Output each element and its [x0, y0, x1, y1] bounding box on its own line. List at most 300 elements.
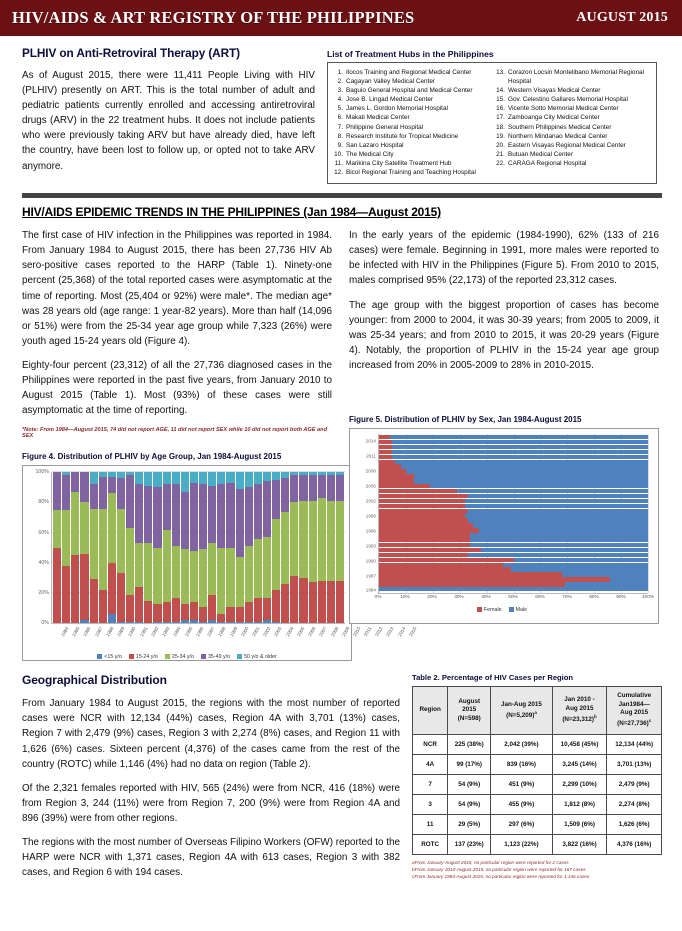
bar-segment: [245, 472, 253, 487]
y-axis-tick-label: 40%: [38, 559, 49, 566]
table-cell: 297 (6%): [491, 814, 553, 834]
list-item-label: Eastern Visayas Regional Medical Center: [507, 141, 626, 149]
list-item: [334, 95, 490, 104]
bar: [272, 472, 280, 623]
x-axis-tick-label: 30%: [454, 594, 464, 600]
table-cell: NCR: [413, 734, 448, 754]
x-axis-tick-label: 2006: [307, 626, 317, 638]
y-axis-tick-label: 0%: [41, 620, 49, 627]
bar-segment: [481, 548, 648, 552]
bar-segment: [254, 539, 262, 598]
bar-segment: [465, 499, 648, 503]
bar-segment: [108, 563, 116, 614]
bar-segment: [135, 472, 143, 484]
bar-segment: [208, 486, 216, 543]
list-item: [334, 104, 490, 113]
bar: [379, 553, 648, 557]
list-item-number: 10.: [334, 150, 343, 158]
trends-heading: HIV/AIDS EPIDEMIC TRENDS IN THE PHILIPPINES (Jan 1984—August 2015): [22, 205, 441, 220]
bar-segment: [281, 478, 289, 511]
bar: [163, 472, 171, 623]
bar-segment: [208, 543, 216, 594]
bar: [379, 518, 648, 522]
bar-segment: [245, 602, 253, 622]
list-item: [334, 159, 490, 168]
table-cell: 2,042 (39%): [491, 734, 553, 754]
bar: [379, 445, 648, 449]
geo-paragraph-3: The regions with the most number of Overseas Filipino Workers (OFW) reported to the HARP were NCR with 1,371 cases, Region 4A with 613 cases, Region 3 with 382 cases, and Region 6 with 194 cases.: [22, 837, 400, 879]
y-axis-tick-label: 100%: [35, 469, 49, 476]
table2-footnotes: [412, 859, 662, 880]
bar-segment: [379, 504, 465, 508]
bar-segment: [153, 548, 161, 604]
y-axis-tick-label: 60%: [38, 529, 49, 536]
table-cell: 4A: [413, 754, 448, 774]
bar: [254, 472, 262, 623]
table-cell: 1,626 (6%): [607, 814, 662, 834]
list-item: [334, 86, 490, 95]
x-axis-tick-label: 1991: [138, 626, 149, 638]
bar: [299, 472, 307, 623]
bar-segment: [163, 530, 171, 602]
x-axis-tick-label: 40%: [481, 594, 491, 600]
bar-segment: [236, 489, 244, 557]
x-axis-tick-label: 1999: [228, 626, 239, 638]
bar-segment: [126, 528, 134, 594]
list-item: [334, 123, 490, 132]
bar: [379, 484, 648, 488]
table-cell: 29 (5%): [448, 814, 491, 834]
bar-segment: [379, 489, 457, 493]
bar-segment: [199, 549, 207, 606]
x-axis-tick-label: 50%: [508, 594, 518, 600]
bar-segment: [379, 460, 395, 464]
list-item: [496, 86, 650, 95]
y-axis-tick-label: 2008: [365, 468, 376, 474]
bar-segment: [135, 622, 143, 624]
bar: [379, 572, 648, 576]
x-axis-tick-label: 90%: [616, 594, 626, 600]
x-axis-tick-label: 1992: [149, 626, 160, 638]
bar-segment: [199, 622, 207, 624]
bar-segment: [379, 553, 468, 557]
list-item-number: 14.: [496, 87, 505, 95]
x-axis-tick-label: 10%: [400, 594, 410, 600]
legend-item: Male: [509, 607, 527, 613]
list-item-label: Zamboanga City Medical Center: [507, 114, 600, 122]
bar-segment: [90, 484, 98, 508]
bar-segment: [379, 538, 470, 542]
bar: [379, 464, 648, 468]
bar-segment: [470, 543, 648, 547]
bar-segment: [379, 499, 465, 503]
y-axis-tick-label: 20%: [38, 590, 49, 597]
bar-segment: [144, 486, 152, 543]
bar-segment: [309, 475, 317, 501]
bar: [236, 472, 244, 623]
table-footnote: cFrom January 1984-August 2015, no particular region were reported for 1,146 cases: [412, 873, 590, 879]
bar-segment: [379, 474, 414, 478]
bar-segment: [208, 595, 216, 621]
bar: [379, 499, 648, 503]
bar: [290, 472, 298, 623]
bar-segment: [327, 501, 335, 581]
x-axis-tick-label: 2000: [239, 626, 250, 638]
list-item-number: 5.: [337, 105, 343, 113]
table-cell: 99 (17%): [448, 754, 491, 774]
trends-section: [22, 228, 662, 661]
bar: [379, 587, 648, 591]
bar: [379, 504, 648, 508]
bar-segment: [390, 435, 648, 439]
bar-segment: [299, 578, 307, 623]
bar-segment: [309, 501, 317, 583]
bar-segment: [153, 487, 161, 547]
list-item-number: 18.: [496, 123, 505, 131]
bar-segment: [281, 584, 289, 623]
art-heading: PLHIV on Anti-Retroviral Therapy (ART): [22, 46, 240, 60]
x-axis-tick-label: 2001: [251, 626, 261, 638]
bar-segment: [108, 493, 116, 562]
geographical-section: [22, 673, 662, 880]
y-axis-tick-label: 1993: [365, 543, 376, 549]
bar-segment: [470, 533, 648, 537]
bar-segment: [108, 477, 116, 494]
table-cell: 12,134 (44%): [607, 734, 662, 754]
bar-segment: [290, 475, 298, 502]
geo-paragraph-2: Of the 2,321 females reported with HIV, 565 (24%) were from NCR, 416 (18%) were from Region 3, 244 (11%) were from Region 7, 200 (9%) were from Region 4A and 896 (39%) were from other regions.: [22, 782, 400, 824]
legend-item: Female: [477, 607, 502, 613]
table-cell: 225 (38%): [448, 734, 491, 754]
table-cell: 455 (9%): [491, 794, 553, 814]
table-body: [413, 734, 662, 854]
bar-segment: [263, 598, 271, 621]
x-axis-tick-label: 1987: [93, 626, 104, 638]
list-item-label: Philippine General Hospital: [346, 123, 424, 131]
bar: [263, 472, 271, 623]
table-footnote: bFrom January 2010-August 2015, no particular region were reported for 167 cases: [412, 866, 586, 872]
bar-segment: [217, 614, 225, 622]
bar-segment: [90, 579, 98, 623]
bar-segment: [465, 504, 648, 508]
bar-segment: [153, 604, 161, 622]
bar-segment: [379, 479, 414, 483]
bar-segment: [62, 510, 70, 566]
bar-segment: [117, 622, 125, 624]
bar-segment: [135, 543, 143, 587]
bar-segment: [163, 602, 171, 622]
table-row: [413, 774, 662, 794]
table2: [412, 686, 662, 855]
bar: [318, 472, 326, 623]
table-column-header: Jan-Aug 2015 (N=5,209)$^a$: [491, 687, 553, 735]
table2-column: [412, 673, 662, 880]
table-cell: 2,479 (9%): [607, 774, 662, 794]
y-axis-tick-label: 2002: [365, 498, 376, 504]
figure4-caption: Figure 4. Distribution of PLHIV by Age Group, Jan 1984-August 2015: [22, 452, 282, 462]
table-cell: 54 (9%): [448, 794, 491, 814]
bar-segment: [217, 622, 225, 624]
bar-segment: [62, 475, 70, 510]
bar-segment: [379, 563, 503, 567]
bar-segment: [379, 587, 648, 591]
bar-segment: [514, 558, 649, 562]
bar: [226, 472, 234, 623]
x-axis-tick-label: 100%: [641, 594, 655, 600]
bar-segment: [254, 622, 262, 624]
x-axis-tick-label: 1990: [127, 626, 137, 638]
bar-segment: [379, 523, 473, 527]
y-axis-tick-label: 1996: [365, 528, 376, 534]
list-item-label: Vicente Sotto Memorial Medical Center: [507, 105, 619, 113]
hubs-list-right: [496, 68, 650, 177]
section-divider-band: [22, 193, 662, 198]
bar-segment: [71, 472, 79, 492]
list-item-number: 6.: [337, 114, 343, 122]
bar-segment: [468, 553, 648, 557]
x-axis-tick-label: 1985: [71, 626, 81, 638]
list-item: [334, 113, 490, 122]
bar-segment: [99, 509, 107, 591]
list-item: [496, 141, 650, 150]
bar-segment: [379, 558, 514, 562]
hubs-list-left: [334, 68, 490, 177]
bar-segment: [199, 607, 207, 622]
bar: [379, 479, 648, 483]
bar-segment: [473, 523, 648, 527]
bar-segment: [245, 622, 253, 624]
x-axis-tick-label: 2008: [329, 626, 340, 638]
bar-segment: [379, 450, 392, 454]
bar-segment: [263, 620, 271, 623]
bar-segment: [379, 533, 470, 537]
bar-segment: [190, 472, 198, 483]
bar-segment: [181, 620, 189, 623]
bar-segment: [226, 483, 234, 548]
bar-segment: [190, 483, 198, 551]
bar-segment: [392, 445, 648, 449]
y-axis-tick-label: 1984: [365, 587, 376, 593]
figure5-legend: [352, 607, 652, 613]
bar: [379, 440, 648, 444]
bar-segment: [379, 440, 392, 444]
list-item: [496, 132, 650, 141]
bar-segment: [172, 546, 180, 597]
list-item: [496, 95, 650, 104]
top-section: [22, 46, 662, 184]
bar-segment: [318, 475, 326, 498]
trends-paragraph-3: In the early years of the epidemic (1984-1990), 62% (133 of 216 cases) were female. Beginning in 1991, more males were reported to be infected with HIV in the Philippines (Figure 5). From 2010 to 2015, males comprised 95% (22,173) of the reported 23,312 cases.: [349, 230, 659, 287]
trends-right-column: [349, 228, 659, 661]
geo-heading: Geographical Distribution: [22, 673, 167, 688]
bar: [71, 472, 79, 623]
bar: [153, 472, 161, 623]
bar-segment: [392, 440, 648, 444]
bar-segment: [299, 475, 307, 501]
table-cell: 10,458 (45%): [552, 734, 607, 754]
bar-segment: [80, 620, 88, 623]
list-item-label: Ilocos Training and Regional Medical Center: [346, 69, 472, 76]
bar-segment: [379, 494, 468, 498]
bar-segment: [190, 620, 198, 623]
table-footnote: aFrom January-August 2015, no particular region were reported for 2 cases: [412, 859, 569, 865]
list-item-number: 20.: [496, 141, 505, 149]
art-column: [22, 46, 315, 174]
bar: [379, 558, 648, 562]
x-axis-tick-label: 1994: [172, 626, 182, 638]
list-item-number: 4.: [337, 96, 343, 104]
bar-segment: [468, 509, 648, 513]
figure4-x-axis: [51, 624, 418, 652]
x-axis-tick-label: 2014: [396, 626, 407, 638]
x-axis-tick-label: 1986: [82, 626, 93, 638]
bar-segment: [254, 484, 262, 538]
bar-segment: [163, 472, 171, 484]
table-cell: 2,299 (10%): [552, 774, 607, 794]
bar-segment: [126, 595, 134, 622]
list-item-label: Cagayan Valley Medical Center: [346, 78, 436, 86]
bar-segment: [309, 582, 317, 623]
x-axis-tick-label: 2003: [273, 626, 284, 638]
bar: [190, 472, 198, 623]
list-item-label: Marikina City Satellite Treatment Hub: [346, 159, 452, 167]
bar-segment: [379, 548, 481, 552]
bar: [379, 435, 648, 439]
bar: [90, 472, 98, 623]
bar: [379, 460, 648, 464]
list-item-number: 17.: [496, 114, 505, 122]
bar-segment: [379, 435, 390, 439]
bar-segment: [379, 543, 470, 547]
bar-segment: [379, 445, 392, 449]
bar-segment: [236, 622, 244, 624]
bar-segment: [263, 472, 271, 481]
bar-segment: [406, 469, 648, 473]
bar-segment: [254, 472, 262, 484]
figure4-plot-area: [35, 469, 345, 627]
hubs-box: [327, 62, 657, 184]
x-axis-tick-label: 20%: [427, 594, 437, 600]
y-axis-tick-label: 80%: [38, 499, 49, 506]
geo-column: [22, 673, 400, 880]
table-column-header: Cumulative Jan1984— Aug 2015 (N=27,736)$^c$: [607, 687, 662, 735]
bar-segment: [379, 509, 468, 513]
table-cell: 137 (23%): [448, 834, 491, 854]
bar-segment: [272, 480, 280, 519]
list-item-label: San Lazaro Hospital: [346, 141, 404, 149]
bar-segment: [236, 557, 244, 607]
bar-segment: [126, 622, 134, 624]
list-item-number: 1.: [337, 69, 343, 76]
legend-item: 15-24 y/o: [129, 654, 158, 660]
bar: [126, 472, 134, 623]
trends-paragraph-1: The first case of HIV infection in the Philippines was reported in 1984. From January 1984 to August 2015, there has been 27,736 HIV Ab sero-positive cases reported to the HARP (Table 1). Ninety-one percent (25,368) of the total reported cases were asymptomatic at the time of reporting. Most (25,404 or 92%) were male*. The median age* was 28 years old (age range: 1 year-82 years). More than half (14,096 or 51%) were from the 25-34 year age group while 7,323 (26%) were youth aged 15-24 years old (Figure 4).: [22, 230, 332, 347]
table-cell: 839 (16%): [491, 754, 553, 774]
x-axis-tick-label: 2012: [374, 626, 384, 638]
list-item-label: Gov. Celestino Gallares Memorial Hospital: [507, 96, 628, 104]
x-axis-tick-label: 2004: [284, 626, 295, 638]
bar-segment: [318, 581, 326, 623]
bar-segment: [226, 548, 234, 607]
x-axis-tick-label: 2011: [363, 626, 373, 638]
list-item-label: Western Visayas Medical Center: [507, 87, 601, 95]
bar: [379, 509, 648, 513]
bar: [172, 472, 180, 623]
bar-segment: [379, 582, 565, 586]
y-axis-tick-label: 2005: [365, 483, 376, 489]
bar: [135, 472, 143, 623]
list-item-label: CARAGA Regional Hospital: [507, 159, 587, 167]
bar-segment: [53, 510, 61, 548]
bar-segment: [181, 604, 189, 621]
bar-segment: [392, 450, 648, 454]
bar-segment: [336, 501, 344, 581]
x-axis-tick-label: 1997: [206, 626, 216, 638]
x-axis-tick-label: 2005: [296, 626, 306, 638]
bar: [379, 474, 648, 478]
table-cell: 1,509 (6%): [552, 814, 607, 834]
bar-segment: [379, 572, 562, 576]
bar-segment: [379, 528, 479, 532]
bar-segment: [379, 567, 511, 571]
table-header-row: [413, 687, 662, 735]
bar-segment: [199, 472, 207, 484]
bar: [379, 523, 648, 527]
table-cell: 3,822 (16%): [552, 834, 607, 854]
bar: [379, 533, 648, 537]
bar-segment: [181, 492, 189, 549]
table-row: [413, 814, 662, 834]
bar: [379, 494, 648, 498]
bar-segment: [414, 474, 648, 478]
bar-segment: [226, 472, 234, 483]
x-axis-tick-label: 2007: [318, 626, 328, 638]
bar-segment: [562, 572, 648, 576]
bar: [80, 472, 88, 623]
x-axis-tick-label: 60%: [535, 594, 545, 600]
figure4-bars: [52, 472, 345, 623]
bar-segment: [99, 590, 107, 623]
bar: [379, 563, 648, 567]
bar-segment: [144, 543, 152, 600]
legend-item: <15 y/o: [97, 654, 122, 660]
art-paragraph: As of August 2015, there were 11,411 People Living with HIV (PLHIV) presently on ART. This is the total number of adult and pediatric patients currently enrolled and accessing antiretroviral drugs (ARV) in the 22 treatment hubs. It does not include patients who were previously taking ARV but have already died, have left the country, have been lost to follow up, or opted not to take ARV anymore.: [22, 70, 315, 172]
bar-segment: [172, 598, 180, 622]
list-item-label: The Medical City: [346, 150, 394, 158]
legend-item: 35-49 y/o: [201, 654, 230, 660]
list-item-label: Northern Mindanao Medical Center: [507, 132, 608, 140]
list-item-number: 9.: [337, 141, 343, 149]
bar-segment: [272, 622, 280, 624]
trends-footnote: *Note: From 1984—August 2015, 74 did not report AGE, 11 did not report SEX while 10 did not report both AGE and SEX: [22, 427, 327, 440]
x-axis-tick-label: 1984: [60, 626, 70, 638]
table2-caption: Table 2. Percentage of HIV Cases per Region: [412, 673, 574, 683]
bar-segment: [71, 555, 79, 623]
bar-segment: [80, 472, 88, 502]
bar-segment: [379, 455, 392, 459]
bar-segment: [401, 464, 648, 468]
bar-segment: [327, 581, 335, 623]
list-item-number: 22.: [496, 159, 505, 167]
table-cell: 11: [413, 814, 448, 834]
bar-segment: [181, 472, 189, 492]
bar: [379, 528, 648, 532]
bar-segment: [457, 489, 648, 493]
x-axis-tick-label: 2013: [385, 626, 396, 638]
bar-segment: [135, 484, 143, 543]
bar-segment: [172, 622, 180, 624]
list-item-number: 11.: [334, 159, 343, 167]
